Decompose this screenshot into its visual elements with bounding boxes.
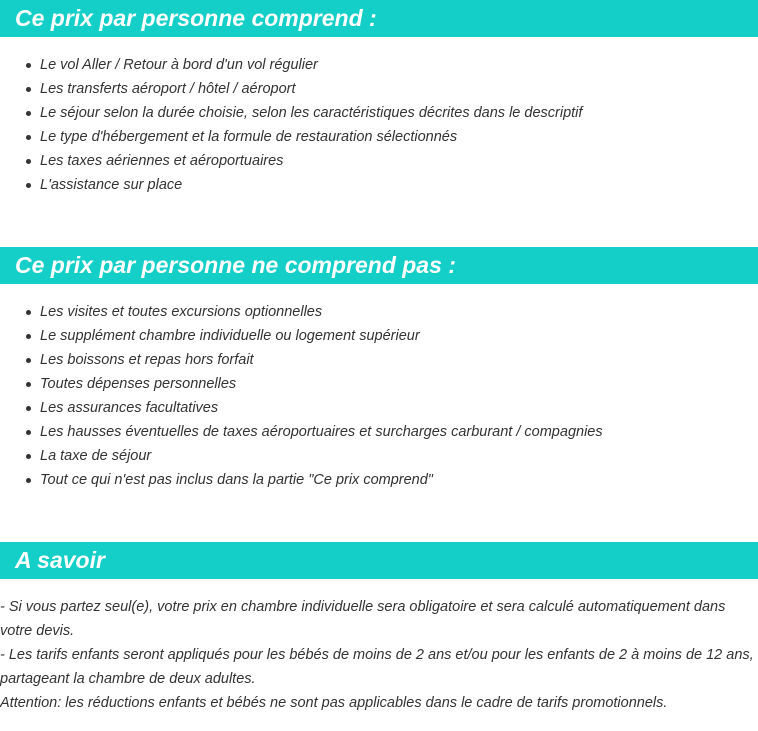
excluded-list (0, 300, 603, 492)
included-list (0, 53, 582, 197)
list-item: Tout ce qui n'est pas inclus dans la partie "Ce prix comprend" (0, 468, 603, 492)
list-item: Les assurances facultatives (0, 396, 603, 420)
info-paragraph: Attention: les réductions enfants et bébés ne sont pas applicables dans le cadre de tarifs promotionnels. (0, 695, 668, 711)
list-item: Le séjour selon la durée choisie, selon les caractéristiques décrites dans le descriptif (0, 101, 582, 125)
info-paragraph: - Les tarifs enfants seront appliqués pour les bébés de moins de 2 ans et/ou pour les enfants de 2 à moins de 12 ans, partageant la chambre de deux adultes. (0, 647, 754, 687)
list-item: Le type d'hébergement et la formule de restauration sélectionnés (0, 125, 582, 149)
list-item: Le supplément chambre individuelle ou logement supérieur (0, 324, 603, 348)
list-item: Le vol Aller / Retour à bord d'un vol régulier (0, 53, 582, 77)
list-item: L'assistance sur place (0, 173, 582, 197)
list-item: Les boissons et repas hors forfait (0, 348, 603, 372)
list-item: La taxe de séjour (0, 444, 603, 468)
list-item: Toutes dépenses personnelles (0, 372, 603, 396)
info-section-title: A savoir (0, 542, 758, 579)
included-section-title: Ce prix par personne comprend : (0, 0, 758, 37)
excluded-section-title: Ce prix par personne ne comprend pas : (0, 247, 758, 284)
list-item: Les visites et toutes excursions optionnelles (0, 300, 603, 324)
list-item: Les taxes aériennes et aéroportuaires (0, 149, 582, 173)
info-text (0, 595, 758, 715)
list-item: Les transferts aéroport / hôtel / aéroport (0, 77, 582, 101)
info-paragraph: - Si vous partez seul(e), votre prix en chambre individuelle sera obligatoire et sera calculé automatiquement dans votre devis. (0, 599, 726, 639)
list-item: Les hausses éventuelles de taxes aéroportuaires et surcharges carburant / compagnies (0, 420, 603, 444)
